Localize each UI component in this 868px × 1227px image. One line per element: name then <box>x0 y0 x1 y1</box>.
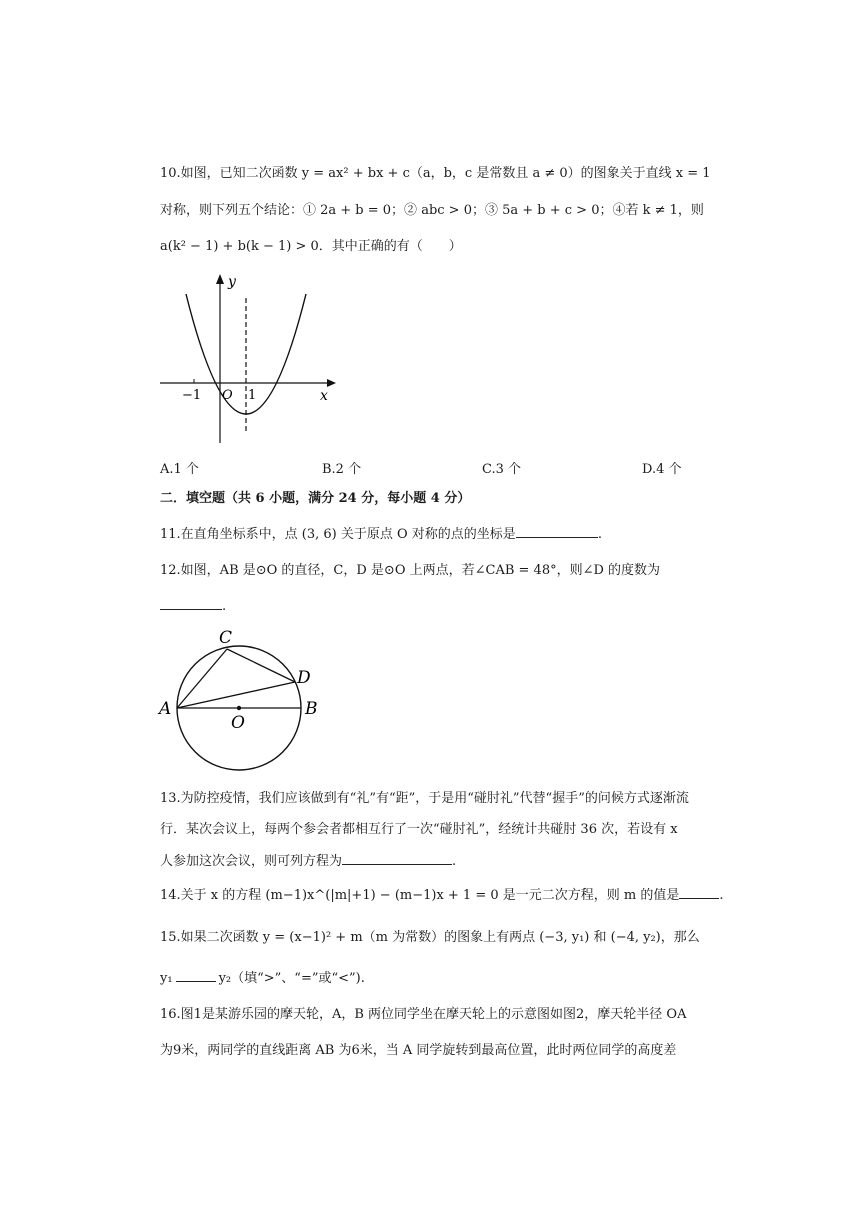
graph-label-x: x <box>320 388 328 404</box>
q13-answer-blank <box>342 852 452 865</box>
q13-text: 人参加这次会议，则可列方程为 <box>160 854 343 869</box>
y-axis-arrow <box>216 274 224 284</box>
label-b: B <box>305 699 318 719</box>
q13-line2: 行．某次会议上，每两个参会者都相互行了一次“碰肘礼”，经统计共碰肘 36 次，若设有 x <box>160 822 678 837</box>
x-axis-arrow <box>327 379 336 387</box>
q10-line2: 对称，则下列五个结论：① 2a + b = 0；② abc > 0；③ 5a + b + c > 0；④若 k ≠ 1，则 <box>160 203 704 218</box>
q16-line1: 16.图1是某游乐园的摩天轮，A，B 两位同学坐在摩天轮上的示意图如图2，摩天轮半径 OA <box>160 1007 687 1022</box>
graph-label-neg1: −1 <box>182 388 202 403</box>
section2-title: 二．填空题（共 6 小题，满分 24 分，每小题 4 分） <box>160 491 471 506</box>
label-c: C <box>219 628 233 648</box>
q16-line2: 为9米，两同学的直线距离 AB 为6米，当 A 同学旋转到最高位置，此时两位同学的高度差 <box>160 1043 677 1058</box>
q10-option-a: A.1 个 <box>160 462 199 477</box>
q12-line2 <box>160 597 720 616</box>
q14-line <box>160 886 724 905</box>
q13-line3 <box>160 852 720 871</box>
graph-label-y: y <box>228 274 236 290</box>
q13-end: . <box>452 854 457 869</box>
q10-option-d: D.4 个 <box>642 462 682 477</box>
graph-label-1: 1 <box>248 388 257 403</box>
q15-answer-blank <box>176 969 216 982</box>
q15-line1: 15.如果二次函数 y = (x−1)² + m（m 为常数）的图象上有两点 (−3, y₁) 和 (−4, y₂)，那么 <box>160 930 700 945</box>
q12-circle-diagram <box>155 622 335 772</box>
label-a: A <box>159 699 172 719</box>
q10-line3: a(k² − 1) + b(k − 1) > 0．其中正确的有（ ） <box>160 239 462 254</box>
q12-line1: 12.如图，AB 是⊙O 的直径，C，D 是⊙O 上两点，若∠CAB = 48°，则∠D 的度数为 <box>160 563 661 578</box>
q10-line1: 10.如图，已知二次函数 y = ax² + bx + c（a，b，c 是常数且 a ≠ 0）的图象关于直线 x = 1 <box>160 166 711 181</box>
center-point <box>237 706 241 710</box>
q11-text: 11.在直角坐标系中，点 (3, 6) 关于原点 O 对称的点的坐标是 <box>160 527 516 542</box>
label-o: O <box>231 713 245 733</box>
q11-end: . <box>597 527 602 542</box>
q12-end: . <box>222 599 227 614</box>
q11-line <box>160 525 720 544</box>
q10-option-c: C.3 个 <box>482 462 522 477</box>
q10-parabola-graph <box>150 268 350 448</box>
q13-line1: 13.为防控疫情，我们应该做到有“礼”有“距”，于是用“碰肘礼”代替“握手”的问候方式逐渐流 <box>160 791 689 806</box>
q14-end: . <box>719 888 724 903</box>
q14-answer-blank <box>679 886 719 899</box>
label-d: D <box>297 668 311 688</box>
q15-y1: y₁ <box>160 971 173 986</box>
q14-text: 14.关于 x 的方程 (m−1)x^(|m|+1) − (m−1)x + 1 = 0 是一元二次方程，则 m 的值是 <box>160 888 680 903</box>
q15-y2: y₂（填“>”、“=”或“<”). <box>218 971 365 986</box>
chord-ad <box>177 682 295 708</box>
graph-label-o: O <box>222 388 233 403</box>
q10-option-b: B.2 个 <box>322 462 362 477</box>
q12-answer-blank <box>160 597 222 610</box>
q11-answer-blank <box>516 525 598 538</box>
q15-line2 <box>160 969 720 988</box>
